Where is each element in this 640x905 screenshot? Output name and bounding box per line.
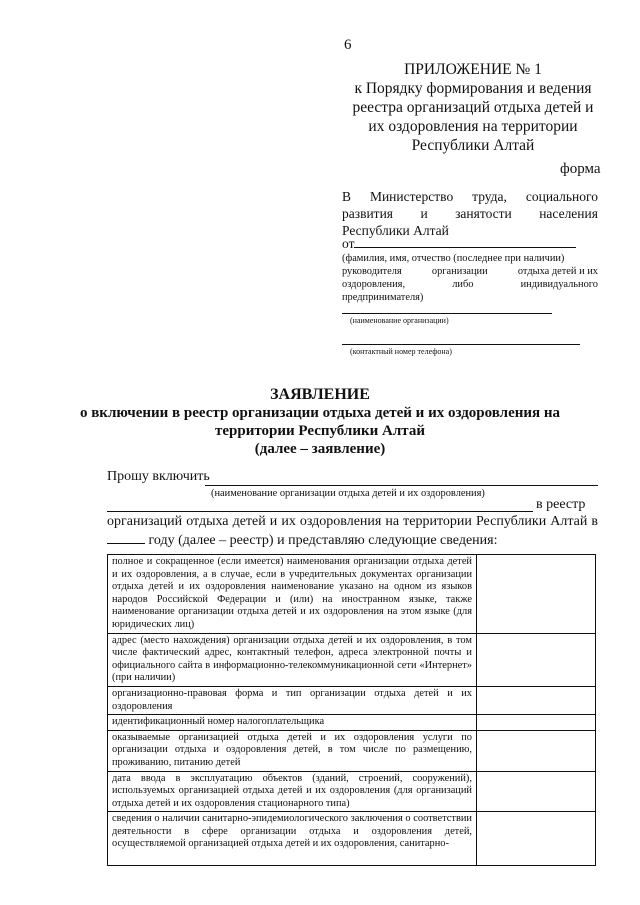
in-registry-text: в реестр — [536, 497, 586, 512]
org-field-note: (наименование организации отдыха детей и их оздоровления) — [211, 488, 485, 499]
info-table — [107, 554, 596, 866]
org-field-underline-2[interactable] — [107, 511, 533, 512]
appendix-line: к Порядку формирования и ведения — [354, 80, 592, 97]
table-row — [108, 812, 596, 866]
appendix-line: реестра организаций отдыха детей и — [352, 99, 594, 116]
table-cell-value[interactable] — [477, 715, 596, 731]
request-label: Прошу включить — [107, 469, 210, 484]
page-number: 6 — [344, 37, 352, 53]
year-line — [107, 530, 497, 549]
fio-note-word: индивидуального — [520, 279, 598, 290]
table-row — [108, 633, 596, 686]
table-cell-label: адрес (место нахождения) организации отдыха детей и их оздоровления, в том числе фактический адрес, контактный телефон, адреса электронной почты и официального сайта в информационно-телекоммуникационной сети «Интернет» (при наличии) — [108, 633, 477, 686]
fio-note — [342, 252, 598, 304]
addressee-line — [342, 188, 598, 205]
from-underline — [354, 235, 576, 248]
org-name-note: (наименование организации) — [350, 316, 449, 325]
table-row — [108, 771, 596, 812]
addressee-word: занятости — [455, 206, 512, 221]
addressee-word: труда, — [472, 189, 507, 204]
statement-subtitle — [0, 404, 640, 458]
table-row — [108, 715, 596, 731]
subtitle-line: территории Республики Алтай — [215, 423, 425, 439]
table-cell-label — [108, 812, 477, 866]
table-cell-value[interactable] — [477, 730, 596, 771]
fio-note-line — [342, 278, 598, 291]
subtitle-line: о включении в реестр организации отдыха детей и их оздоровления на — [79, 405, 561, 421]
fio-note-word: либо — [452, 279, 474, 290]
addressee-line — [342, 205, 598, 222]
addressee-word: развития — [342, 206, 394, 221]
fio-note-line: предпринимателя) — [342, 292, 424, 303]
year-field[interactable] — [107, 530, 145, 544]
table-cell-value[interactable] — [477, 633, 596, 686]
fio-note-word: руководителя — [342, 266, 402, 277]
appendix-title: ПРИЛОЖЕНИЕ № 1 — [404, 61, 542, 78]
addressee-word: социального — [525, 189, 598, 204]
form-label: форма — [560, 161, 601, 177]
from-label: от — [342, 236, 355, 251]
table-cell-text: сведения о наличии санитарно-эпидемиологического заключения о соответствии деятельности в сфере организации отдыха и оздоровления детей, осуществляемой организацией отдыха детей и их оздоровления, санитарно- — [112, 813, 472, 850]
table-cell-value[interactable] — [477, 686, 596, 714]
fio-note-word: организации — [431, 266, 488, 277]
table-cell-label: полное и сокращенное (если имеется) наименования организации отдыха детей и их оздоровления, а в случае, если в учредительных документах организации отдыха детей и их оздоровления наименование указано на одном из языков народов Российской Федерации и (или) на иностранном языке, также наименование организации отдыха детей и их оздоровления на этом языке (для юридических лиц) — [108, 555, 477, 634]
table-cell-value[interactable] — [477, 771, 596, 812]
addressee-line: Республики Алтай — [342, 223, 449, 238]
table-cell-label: организационно-правовая форма и тип организации отдыха детей и их оздоровления — [108, 686, 477, 714]
subtitle-line: (далее – заявление) — [254, 441, 386, 457]
table-cell-label: оказываемые организацией отдыха детей и их оздоровления услуги по организации отдыха и оздоровления детей, в том числе по размещению, проживанию, питанию детей — [108, 730, 477, 771]
table-cell-value[interactable] — [477, 555, 596, 634]
org-name-underline[interactable] — [342, 313, 552, 314]
body-line: организаций отдыха детей и их оздоровления на территории Республики Алтай в — [107, 514, 598, 529]
addressee-block — [342, 188, 598, 239]
phone-underline[interactable] — [342, 344, 580, 345]
addressee-word: В — [342, 189, 352, 204]
addressee-word: и — [420, 206, 428, 221]
year-line-text: году (далее – реестр) и представляю следующие сведения: — [148, 533, 498, 548]
fio-note-word: отдыха детей и их — [517, 266, 598, 277]
fio-note-line: (фамилия, имя, отчество (последнее при наличии) — [342, 253, 565, 264]
table-cell-label: идентификационный номер налогоплательщика — [108, 715, 477, 731]
phone-note: (контактный номер телефона) — [350, 347, 452, 356]
table-row — [108, 730, 596, 771]
table-cell-value[interactable] — [477, 812, 596, 866]
fio-note-word: оздоровления, — [342, 279, 406, 290]
appendix-line: Республики Алтай — [411, 137, 535, 154]
addressee-word: Министерство — [369, 189, 454, 204]
fio-note-line — [342, 265, 598, 278]
table-cell-label: дата ввода в эксплуатацию объектов (зданий, строений, сооружений), используемых организацией отдыха детей и их оздоровления (для организаций отдыха детей и их оздоровления стационарного типа) — [108, 771, 477, 812]
table-row — [108, 686, 596, 714]
addressee-word: населения — [539, 206, 598, 221]
appendix-header — [350, 60, 596, 155]
org-field-underline-1[interactable] — [205, 485, 598, 486]
statement-title: ЗАЯВЛЕНИЕ — [270, 386, 370, 403]
table-row — [108, 555, 596, 634]
from-field[interactable] — [342, 235, 598, 252]
appendix-line: их оздоровления на территории — [368, 118, 578, 135]
